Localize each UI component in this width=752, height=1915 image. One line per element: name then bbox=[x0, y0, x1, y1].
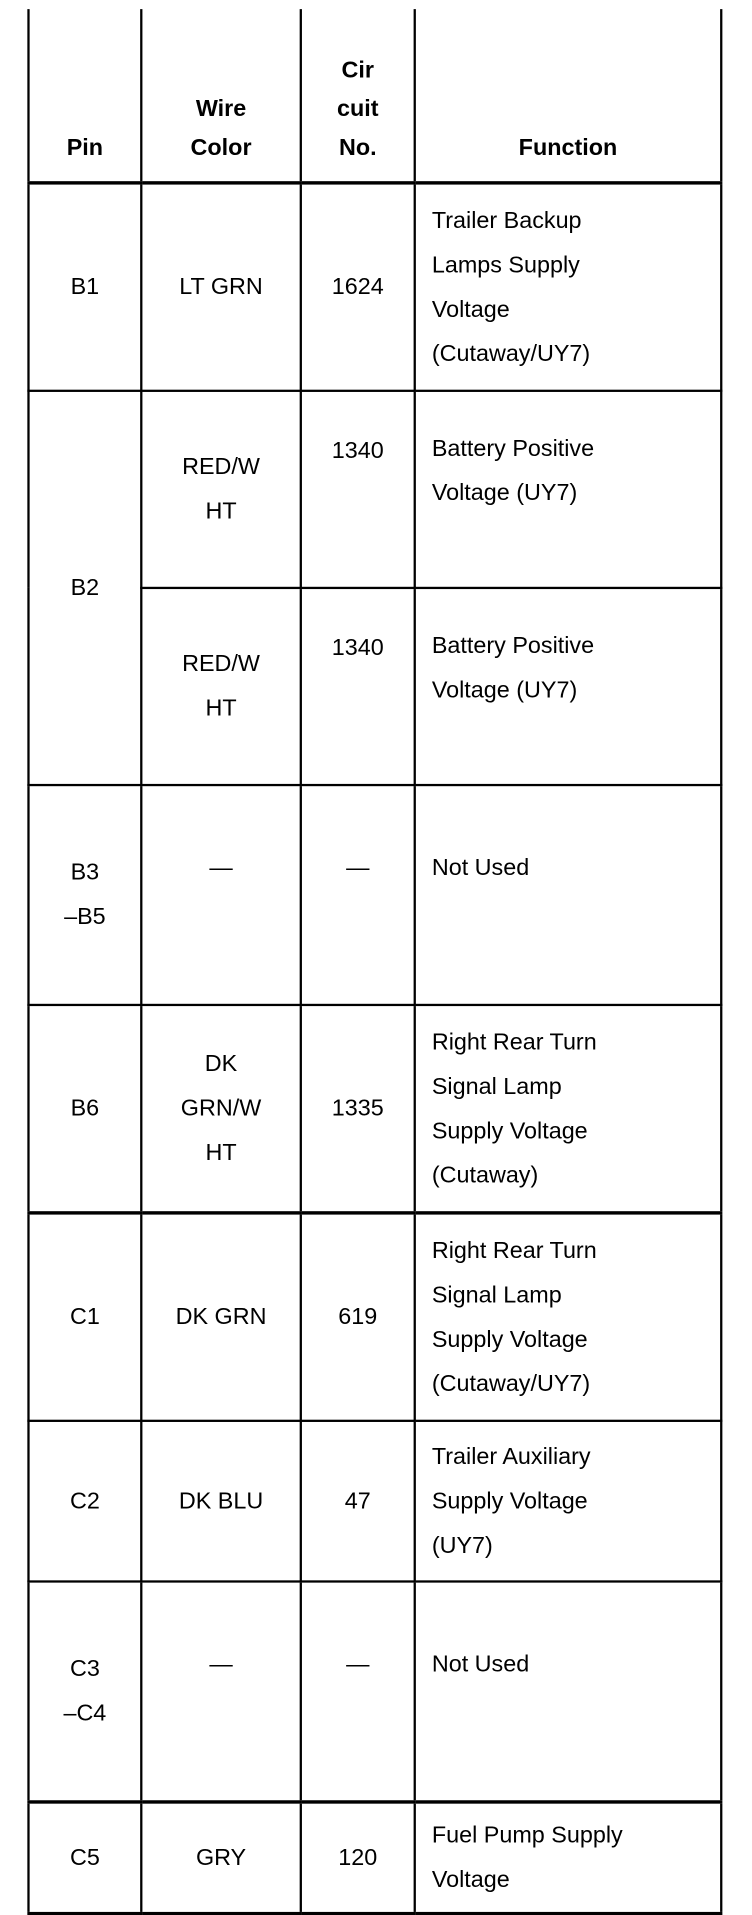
circuit-cell: 1340 bbox=[301, 390, 415, 587]
function-cell: Fuel Pump Supply Voltage bbox=[415, 1801, 721, 1913]
circuit-cell: 1335 bbox=[301, 1004, 415, 1212]
pin-cell: B1 bbox=[28, 182, 141, 390]
wire-color-cell: DK GRN/W HT bbox=[141, 1004, 301, 1212]
pin-cell: B2 bbox=[28, 390, 141, 784]
header-circuit-no: Cir cuit No. bbox=[301, 9, 415, 182]
function-cell: Not Used bbox=[415, 784, 721, 1004]
wire-color-cell: LT GRN bbox=[141, 182, 301, 390]
wire-color-cell: GRY bbox=[141, 1801, 301, 1913]
circuit-cell: 120 bbox=[301, 1801, 415, 1913]
function-cell: Trailer Auxiliary Supply Voltage (UY7) bbox=[415, 1420, 721, 1581]
pin-cell: C3 –C4 bbox=[28, 1581, 141, 1801]
table-header-row bbox=[28, 9, 721, 182]
header-wire-color: Wire Color bbox=[141, 9, 301, 182]
table-row bbox=[28, 1420, 721, 1581]
table-row bbox=[28, 1581, 721, 1801]
pin-cell: C1 bbox=[28, 1212, 141, 1420]
wire-color-cell: — bbox=[141, 1581, 301, 1801]
pin-cell: C2 bbox=[28, 1420, 141, 1581]
table-row bbox=[28, 1801, 721, 1913]
pin-cell: B3 –B5 bbox=[28, 784, 141, 1004]
header-function: Function bbox=[415, 9, 721, 182]
circuit-cell: 619 bbox=[301, 1212, 415, 1420]
function-cell: Battery Positive Voltage (UY7) bbox=[415, 587, 721, 784]
table-row bbox=[28, 1212, 721, 1420]
function-cell: Right Rear Turn Signal Lamp Supply Voltage (Cutaway) bbox=[415, 1004, 721, 1212]
table-row bbox=[28, 390, 721, 587]
function-cell: Battery Positive Voltage (UY7) bbox=[415, 390, 721, 587]
wire-color-cell: — bbox=[141, 784, 301, 1004]
function-cell: Not Used bbox=[415, 1581, 721, 1801]
table-row bbox=[28, 182, 721, 390]
circuit-cell: — bbox=[301, 784, 415, 1004]
header-pin: Pin bbox=[28, 9, 141, 182]
wire-color-cell: RED/W HT bbox=[141, 390, 301, 587]
pin-cell: B6 bbox=[28, 1004, 141, 1212]
pin-cell: C5 bbox=[28, 1801, 141, 1913]
circuit-cell: 47 bbox=[301, 1420, 415, 1581]
table-row bbox=[28, 784, 721, 1004]
circuit-cell: — bbox=[301, 1581, 415, 1801]
circuit-cell: 1340 bbox=[301, 587, 415, 784]
function-cell: Trailer Backup Lamps Supply Voltage (Cutaway/UY7) bbox=[415, 182, 721, 390]
pinout-table bbox=[27, 9, 722, 1915]
circuit-cell: 1624 bbox=[301, 182, 415, 390]
table-row bbox=[28, 1004, 721, 1212]
wire-color-cell: DK GRN bbox=[141, 1212, 301, 1420]
wire-color-cell: RED/W HT bbox=[141, 587, 301, 784]
wire-color-cell: DK BLU bbox=[141, 1420, 301, 1581]
function-cell: Right Rear Turn Signal Lamp Supply Voltage (Cutaway/UY7) bbox=[415, 1212, 721, 1420]
